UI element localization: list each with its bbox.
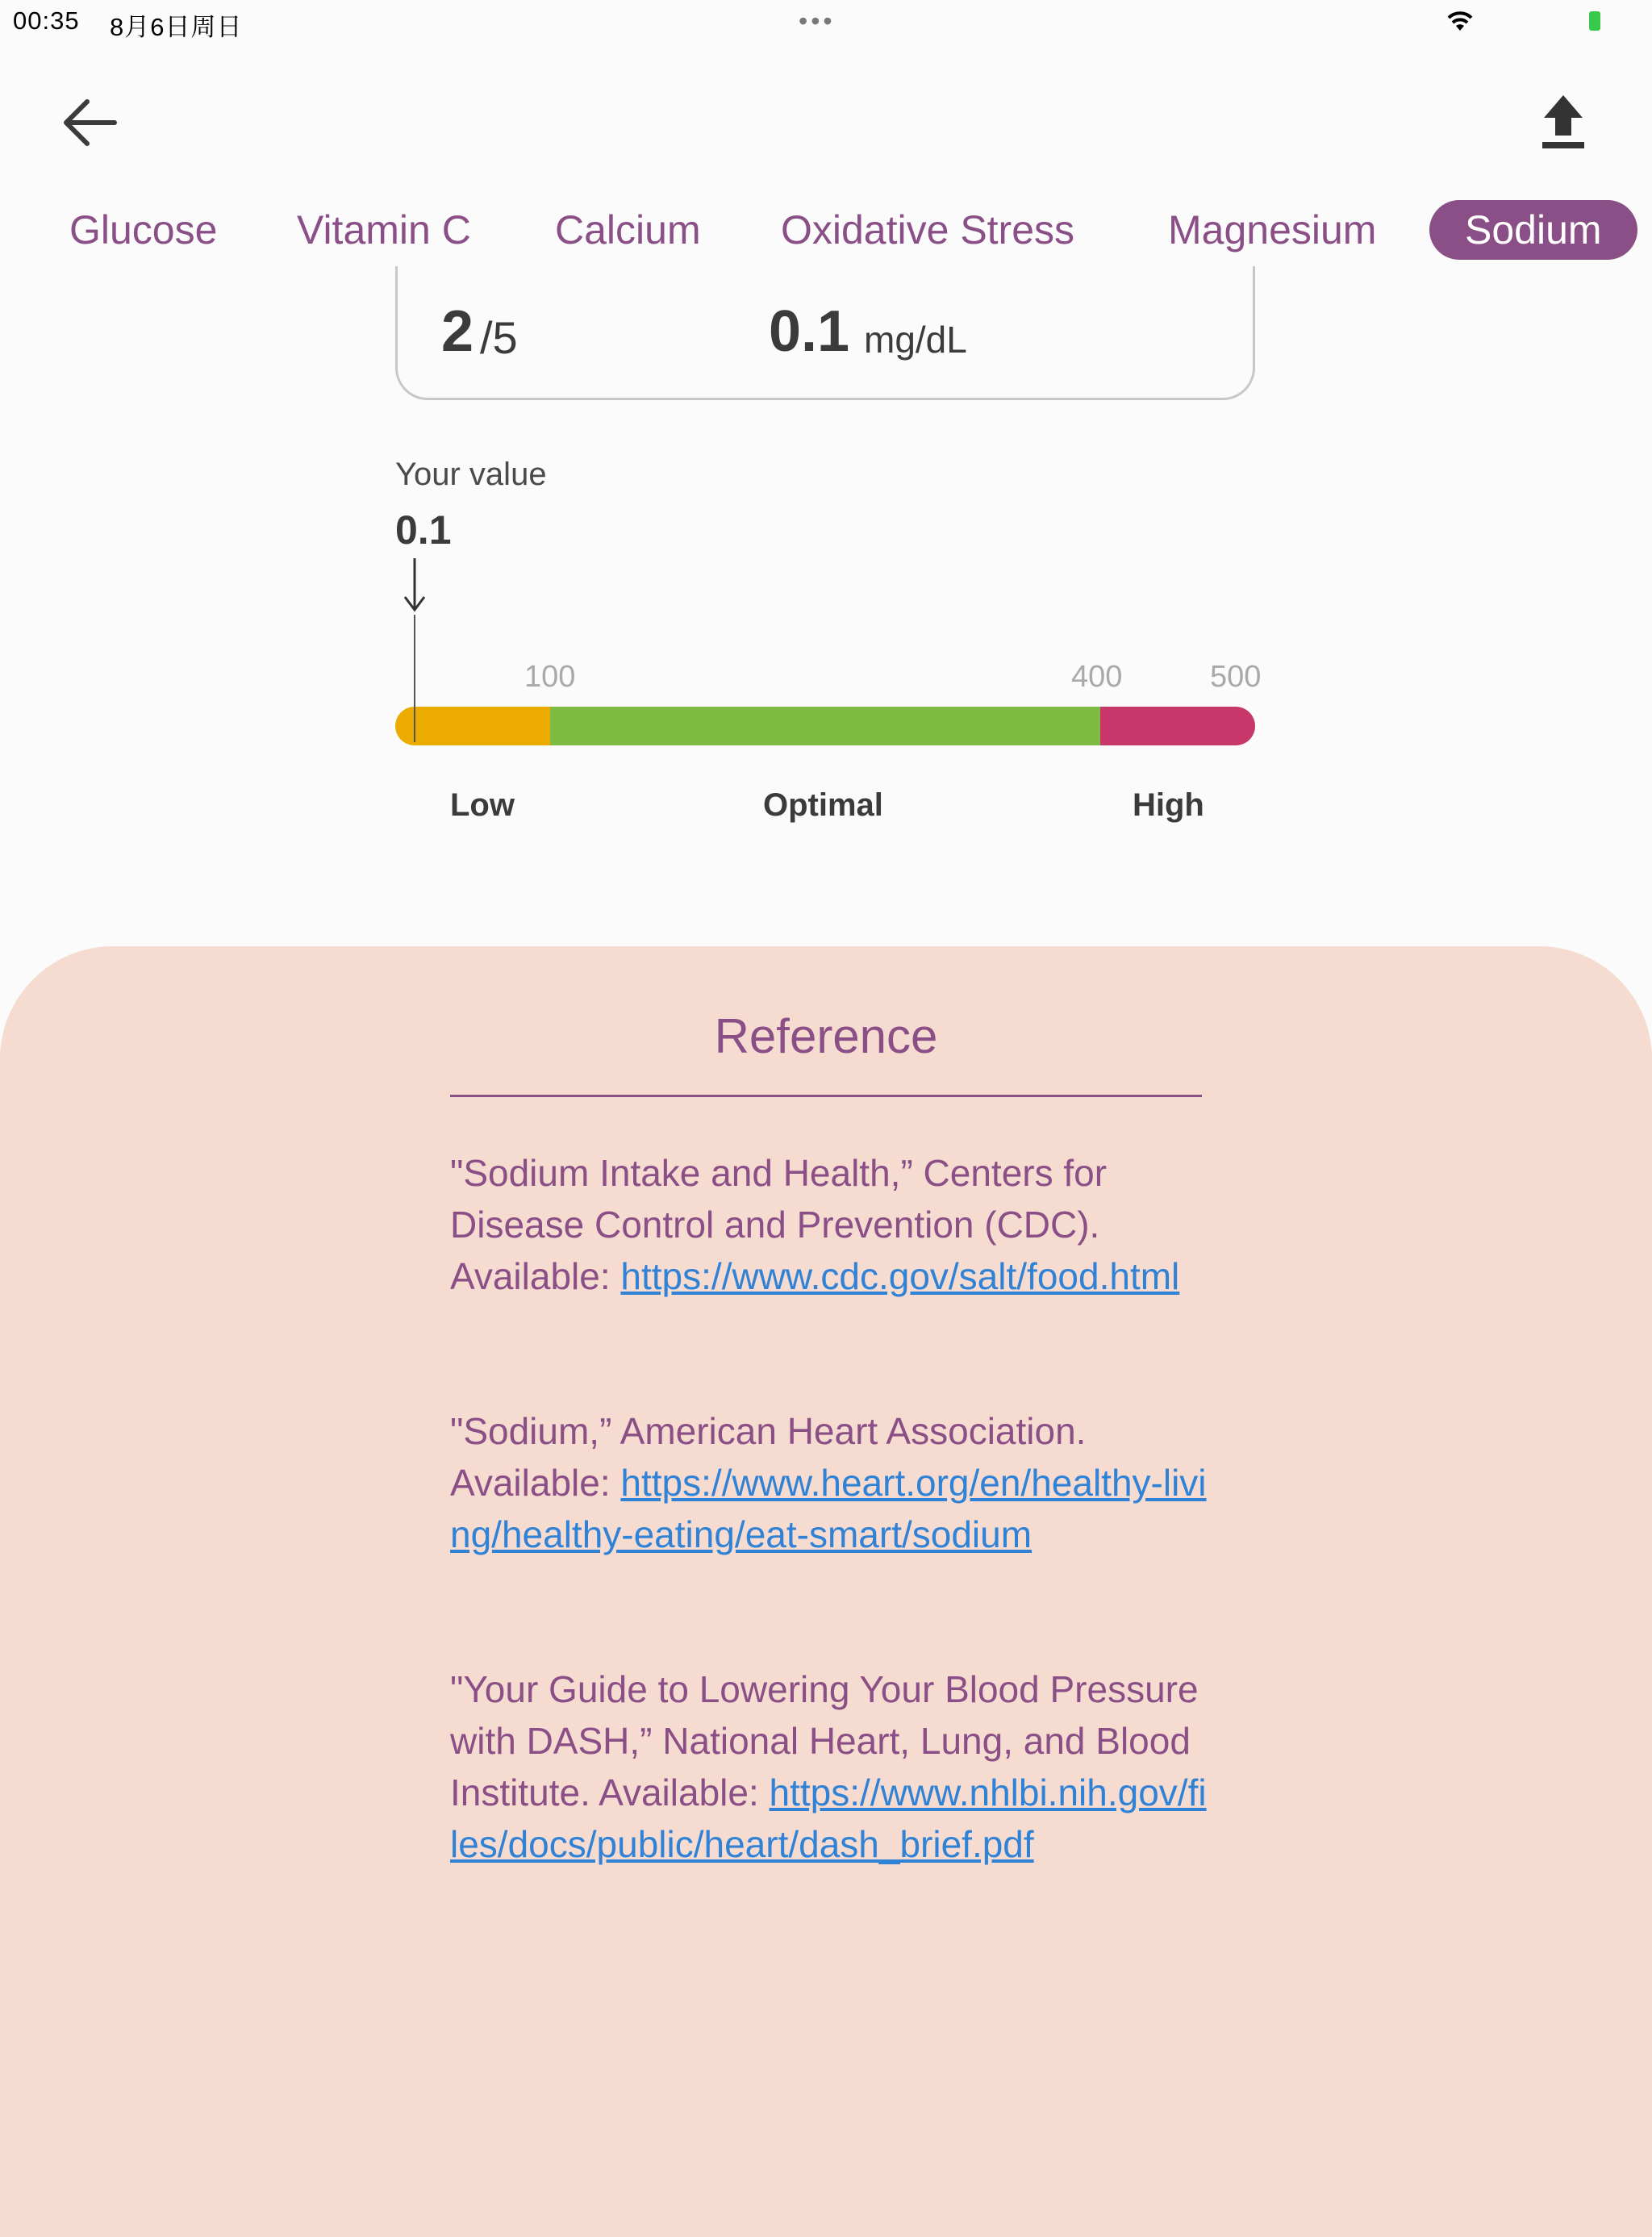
status-time: 00:35 [13,6,80,35]
range-segment-optimal [550,707,1100,745]
tick-100: 100 [524,660,576,694]
tab-oxidative-stress[interactable]: Oxidative Stress [781,207,1075,252]
multitasking-dots[interactable]: ••• [799,6,836,35]
reference-text: "Sodium Intake and Health,” Centers for Disease Control and Prevention (CDC). Available: [450,1152,1108,1297]
reference-title: Reference [714,1009,938,1063]
reference-divider [450,1095,1202,1097]
reference-link[interactable]: https://www.nhlbi.nih.gov/files/docs/public/heart/dash_brief.pdf [450,1772,1207,1865]
value-marker [414,615,415,742]
tab-glucose[interactable]: Glucose [69,207,218,252]
range-segment-low [395,707,550,745]
reference-entry [450,1663,1208,1870]
range-bar [395,707,1255,745]
share-upload-icon[interactable] [1537,90,1589,155]
reference-entry [450,1405,1208,1560]
tick-400: 400 [1071,660,1123,694]
range-label-optimal: Optimal [763,787,883,823]
reference-panel [0,946,1652,2237]
reference-text: "Sodium,” American Heart Association. Available: [450,1410,1087,1504]
score-value: 2 [441,299,474,364]
reference-link[interactable]: https://www.cdc.gov/salt/food.html [620,1255,1180,1297]
measured-unit: mg/dL [864,319,967,361]
back-arrow-icon[interactable] [58,90,123,155]
tab-vitamin-c[interactable]: Vitamin C [297,207,471,252]
battery-icon [1589,11,1600,31]
status-bar [0,0,1652,45]
your-value: 0.1 [395,507,452,553]
status-date: 8月6日周日 [110,13,243,41]
reference-text: "Your Guide to Lowering Your Blood Pressure with DASH,” National Heart, Lung, and Blood Institute. Available: [450,1668,1199,1813]
reference-link[interactable]: https://www.heart.org/en/healthy-living/healthy-eating/eat-smart/sodium [450,1462,1207,1555]
tick-500: 500 [1210,660,1262,694]
range-segment-high [1100,707,1255,745]
score-total: /5 [480,312,518,363]
score-card [395,266,1255,400]
biomarker-tabs [0,194,1652,266]
your-value-label: Your value [395,457,547,492]
wifi-icon [1442,6,1478,34]
tab-calcium[interactable]: Calcium [555,207,701,252]
arrow-down-icon [400,557,429,615]
range-label-high: High [1133,787,1204,823]
measured-value: 0.1 [769,299,850,364]
reference-entry [450,1147,1208,1302]
tab-magnesium[interactable]: Magnesium [1168,207,1377,252]
tab-sodium[interactable]: Sodium [1429,200,1637,260]
range-label-low: Low [450,787,515,823]
